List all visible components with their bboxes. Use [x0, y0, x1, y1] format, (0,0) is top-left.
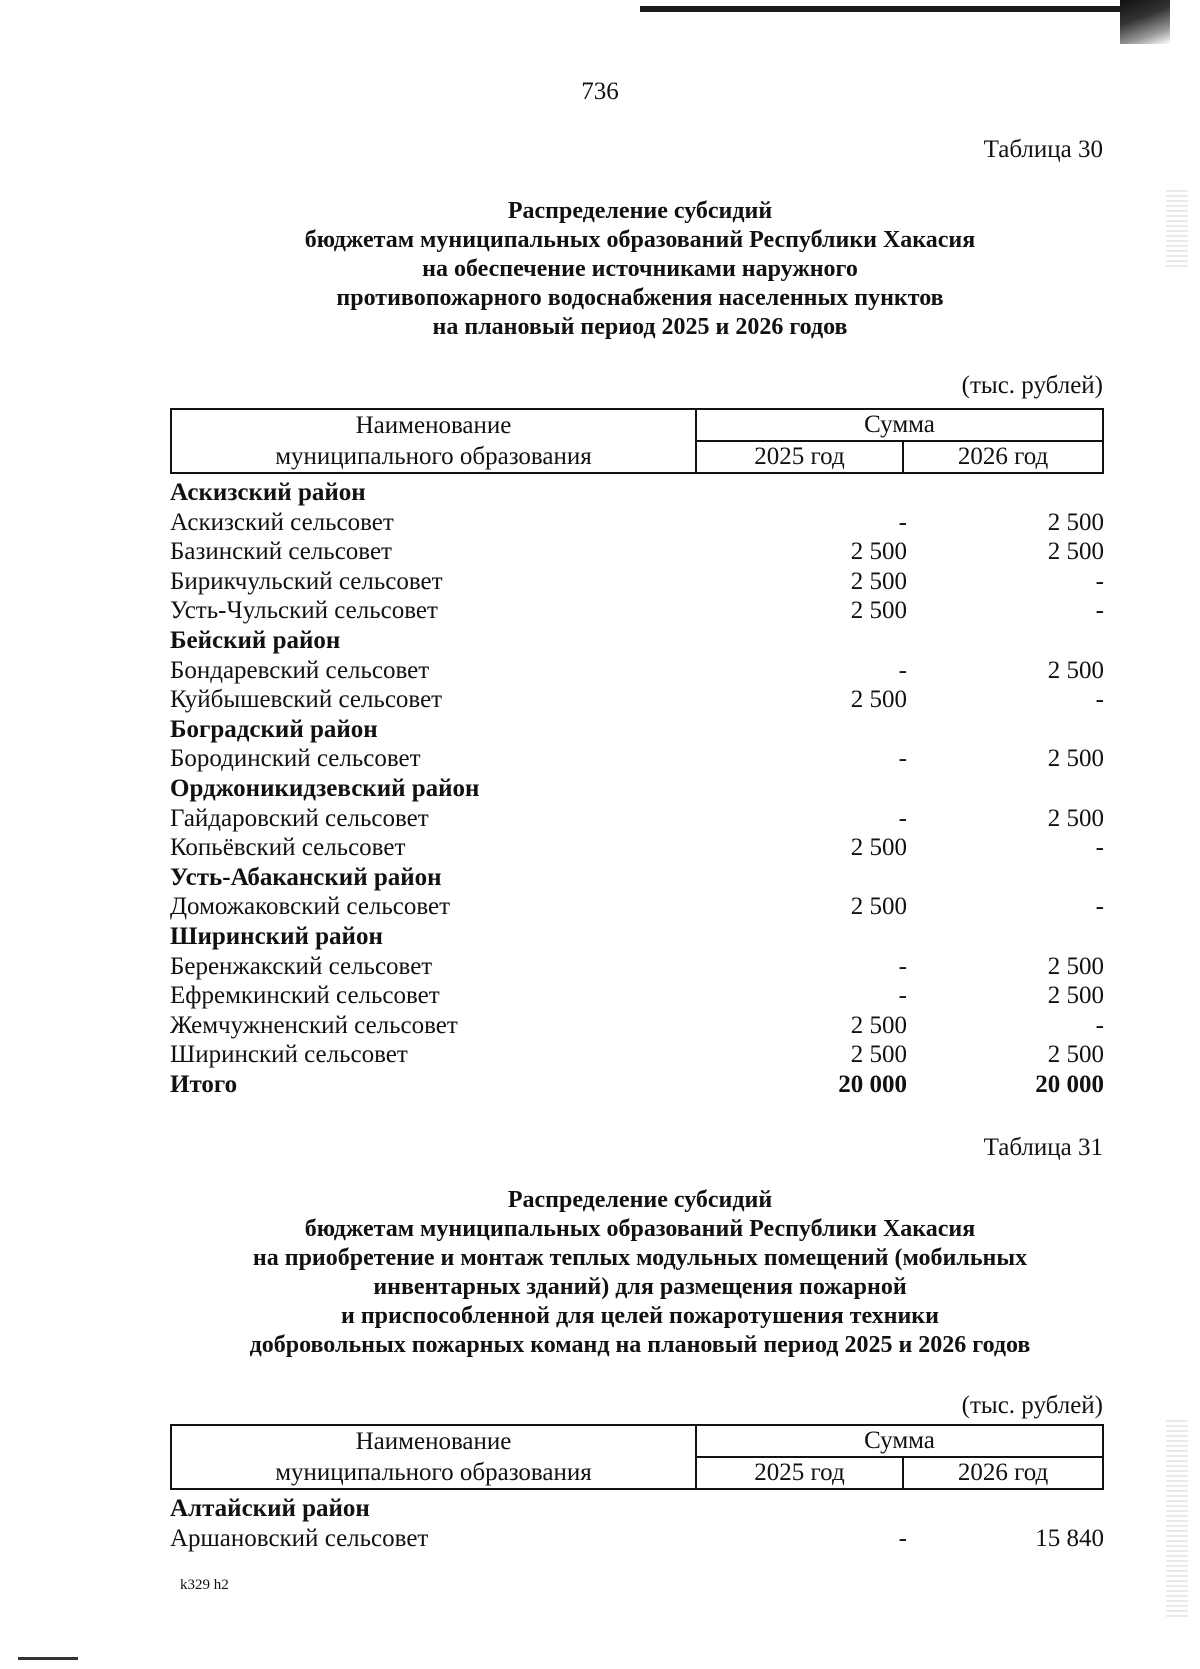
row-name: Алтайский район [170, 1495, 370, 1522]
table31-title [160, 1186, 1120, 1360]
row-name: Куйбышевский сельсовет [170, 686, 443, 714]
scan-top-line [640, 6, 1120, 12]
header-name-line1: Наименование [355, 412, 512, 439]
table-row [170, 1524, 1102, 1554]
row-name: Усть-Абаканский район [170, 863, 442, 891]
row-value-2025: 2 500 [850, 893, 907, 921]
title-line: бюджетам муниципальных образований Республики Хакасия [304, 227, 976, 253]
row-value-2025: - [898, 745, 907, 773]
table30-body [170, 478, 1102, 1099]
scan-edge-noise [1166, 190, 1188, 270]
header-name-line2: муниципального образования [275, 443, 592, 470]
row-name: Боградский район [170, 715, 378, 743]
row-value-2026: 2 500 [1047, 982, 1104, 1010]
row-value-2026: 20 000 [1035, 1070, 1104, 1098]
row-value-2026: 15 840 [1035, 1524, 1104, 1552]
row-name: Гайдаровский сельсовет [170, 804, 429, 832]
row-value-2026: - [1095, 567, 1104, 595]
row-value-2026: 2 500 [1047, 952, 1104, 980]
title-line: Распределение субсидий [507, 1187, 773, 1213]
table-group-row [170, 1494, 1102, 1524]
row-value-2026: - [1095, 834, 1104, 862]
row-name: Ширинский район [170, 922, 383, 950]
table30-label: Таблица 30 [983, 136, 1103, 163]
scan-edge-noise [1166, 1420, 1188, 1620]
header-year-2025: 2025 год [696, 441, 903, 473]
row-name: Ширинский сельсовет [170, 1041, 408, 1069]
table30-unit: (тыс. рублей) [961, 372, 1103, 399]
header-sum: Сумма [696, 409, 1103, 441]
row-value-2026: 2 500 [1047, 508, 1104, 536]
table-row [170, 596, 1102, 626]
row-name: Беренжакский сельсовет [170, 952, 433, 980]
header-year-2026: 2026 год [903, 1457, 1103, 1489]
row-value-2025: - [898, 982, 907, 1010]
row-name: Ефремкинский сельсовет [170, 982, 440, 1010]
title-line: на плановый период 2025 и 2026 годов [432, 314, 848, 340]
row-name: Базинский сельсовет [170, 538, 392, 566]
table-row [170, 744, 1102, 774]
table-row [170, 833, 1102, 863]
row-name: Итого [170, 1070, 238, 1098]
table-row [170, 537, 1102, 567]
row-value-2025: 2 500 [850, 686, 907, 714]
table-row [170, 1040, 1102, 1070]
table31-unit: (тыс. рублей) [961, 1392, 1103, 1419]
row-value-2026: 2 500 [1047, 1041, 1104, 1069]
table30-title [160, 197, 1120, 342]
row-value-2025: 2 500 [850, 567, 907, 595]
table-group-row [170, 922, 1102, 952]
title-line: на обеспечение источниками наружного [422, 256, 858, 282]
row-name: Усть-Чульский сельсовет [170, 597, 438, 625]
row-value-2025: 2 500 [850, 1041, 907, 1069]
row-name: Аскизский сельсовет [170, 508, 394, 536]
row-value-2025: - [898, 1524, 907, 1552]
title-line: на приобретение и монтаж теплых модульных помещений (мобильных [252, 1245, 1028, 1271]
table-row [170, 567, 1102, 597]
scan-corner-mark [1120, 0, 1170, 44]
row-value-2025: - [898, 508, 907, 536]
row-value-2025: - [898, 656, 907, 684]
title-line: Распределение субсидий [507, 198, 773, 224]
table-row [170, 981, 1102, 1011]
scan-corner-mark [18, 1657, 78, 1660]
row-name: Орджоникидзевский район [170, 774, 480, 802]
row-name: Копьёвский сельсовет [170, 834, 406, 862]
row-value-2025: 2 500 [850, 538, 907, 566]
row-value-2025: 20 000 [838, 1070, 907, 1098]
row-value-2026: 2 500 [1047, 745, 1104, 773]
row-value-2026: - [1095, 893, 1104, 921]
table-group-row [170, 774, 1102, 804]
row-value-2026: - [1095, 1011, 1104, 1039]
page-number: 736 [581, 78, 619, 105]
header-name-cell [171, 409, 696, 473]
table-row [170, 685, 1102, 715]
row-value-2025: 2 500 [850, 597, 907, 625]
table-row [170, 804, 1102, 834]
title-line: бюджетам муниципальных образований Республики Хакасия [304, 1216, 976, 1242]
row-name: Бейский район [170, 626, 341, 654]
title-line: противопожарного водоснабжения населенных пунктов [336, 285, 944, 311]
table31-body [170, 1494, 1102, 1553]
row-name: Аршановский сельсовет [170, 1524, 429, 1552]
row-value-2026: 2 500 [1047, 804, 1104, 832]
header-name-line1: Наименование [355, 1428, 512, 1455]
title-line: добровольных пожарных команд на плановый период 2025 и 2026 годов [249, 1332, 1031, 1358]
row-name: Аскизский район [170, 479, 366, 506]
header-sum: Сумма [696, 1425, 1103, 1457]
title-line: инвентарных зданий) для размещения пожарной [373, 1274, 907, 1300]
row-value-2025: 2 500 [850, 1011, 907, 1039]
row-value-2026: 2 500 [1047, 538, 1104, 566]
table-group-row [170, 863, 1102, 893]
row-value-2025: - [898, 804, 907, 832]
row-value-2026: 2 500 [1047, 656, 1104, 684]
table-row [170, 892, 1102, 922]
row-name: Бондаревский сельсовет [170, 656, 430, 684]
table-group-row [170, 626, 1102, 656]
table-row [170, 508, 1102, 538]
table31-label: Таблица 31 [983, 1134, 1103, 1161]
header-year-2026: 2026 год [903, 441, 1103, 473]
table30-header [170, 408, 1104, 474]
row-value-2025: - [898, 952, 907, 980]
table-group-row [170, 478, 1102, 508]
header-name-cell [171, 1425, 696, 1489]
row-name: Бородинский сельсовет [170, 745, 421, 773]
row-value-2026: - [1095, 597, 1104, 625]
table-group-row [170, 715, 1102, 745]
header-year-2025: 2025 год [696, 1457, 903, 1489]
row-name: Бирикчульский сельсовет [170, 567, 443, 595]
table-row [170, 656, 1102, 686]
table-row [170, 1011, 1102, 1041]
row-value-2025: 2 500 [850, 834, 907, 862]
row-name: Жемчужненский сельсовет [170, 1011, 458, 1039]
table-row [170, 952, 1102, 982]
table31-header [170, 1424, 1104, 1490]
table-group-row [170, 1070, 1102, 1100]
row-value-2026: - [1095, 686, 1104, 714]
row-name: Доможаковский сельсовет [170, 893, 451, 921]
header-name-line2: муниципального образования [275, 1459, 592, 1486]
title-line: и приспособленной для целей пожаротушения техники [341, 1303, 939, 1329]
footer-code: k329 h2 [180, 1577, 229, 1593]
